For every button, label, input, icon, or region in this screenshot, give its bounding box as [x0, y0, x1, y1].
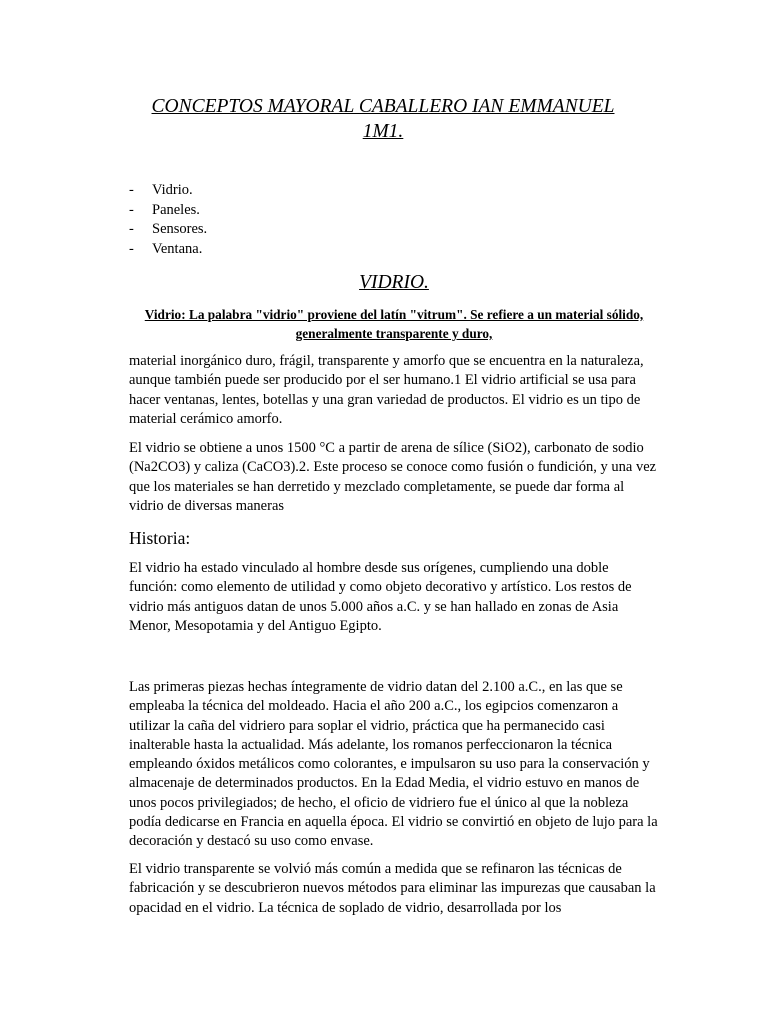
list-item	[129, 181, 207, 201]
section-heading: VIDRIO.	[359, 272, 429, 293]
definition-text: Vidrio: La palabra "vidrio" proviene del latín "vitrum". Se refiere a un material sólido, generalmente transparente y duro,	[144, 307, 644, 341]
list-item	[129, 201, 207, 221]
document-title: CONCEPTOS MAYORAL CABALLERO IAN EMMANUEL 1M1.	[151, 96, 615, 142]
paragraph: Las primeras piezas hechas íntegramente de vidrio datan del 2.100 a.C., en las que se empleaba la técnica del moldeado. Hacia el año 200 a.C., los egipcios comenzaron a utilizar la caña del vidriero para soplar el vidrio, práctica que ha permanecido casi inalterable hasta la actualidad. Más adelante, los romanos perfeccionaron la técnica empleando óxidos metálicos como colorantes, e impulsaron su uso para la conservación y almacenaje de determinados productos. En la Edad Media, el vidrio estuvo en manos de unos pocos privilegiados; de hecho, el oficio de vidriero fue el único al que la nobleza podía dedicarse en Francia en aquella época. El vidrio se convirtió en objeto de lujo para la decoración y destacó su uso como envase.	[129, 679, 658, 850]
list-marker: -	[129, 240, 134, 257]
list-item	[129, 220, 207, 240]
paragraph: material inorgánico duro, frágil, transparente y amorfo que se encuentra en la naturaleza, aunque también puede ser producido por el ser humano.1 El vidrio artificial se usa para hacer ventanas, lentes, botellas y una gran variedad de productos. El vidrio es un tipo de material cerámico amorfo.	[129, 353, 644, 427]
paragraph: El vidrio transparente se volvió más común a medida que se refinaron las técnicas de fabricación y se descubrieron nuevos métodos para eliminar las impurezas que causaban la opacidad en el vidrio. La técnica de soplado de vidrio, desarrollada por los	[129, 861, 656, 916]
list-item-text: Sensores.	[152, 221, 208, 237]
paragraph: El vidrio se obtiene a unos 1500 °C a partir de arena de sílice (SiO2), carbonato de sodio (Na2CO3) y caliza (CaCO3).2. Este proceso se conoce como fusión o fundición, y una vez que los materiales se han derretido y mezclado completamente, se puede dar forma al vidrio de diversas maneras	[129, 440, 657, 514]
history-heading: Historia:	[129, 528, 191, 548]
topic-list	[129, 181, 207, 259]
list-marker: -	[129, 221, 134, 237]
list-marker: -	[129, 182, 134, 198]
paragraph: El vidrio ha estado vinculado al hombre desde sus orígenes, cumpliendo una doble función: como elemento de utilidad y como objeto decorativo y artístico. Los restos de vidrio más antiguos datan de unos 5.000 años a.C. y se han hallado en zonas de Asia Menor, Mesopotamia y del Antiguo Egipto.	[129, 560, 632, 634]
list-item-text: Paneles.	[152, 201, 200, 218]
list-item-text: Ventana.	[152, 240, 203, 257]
list-item	[129, 240, 207, 260]
list-marker: -	[129, 201, 134, 218]
list-item-text: Vidrio.	[152, 182, 193, 198]
